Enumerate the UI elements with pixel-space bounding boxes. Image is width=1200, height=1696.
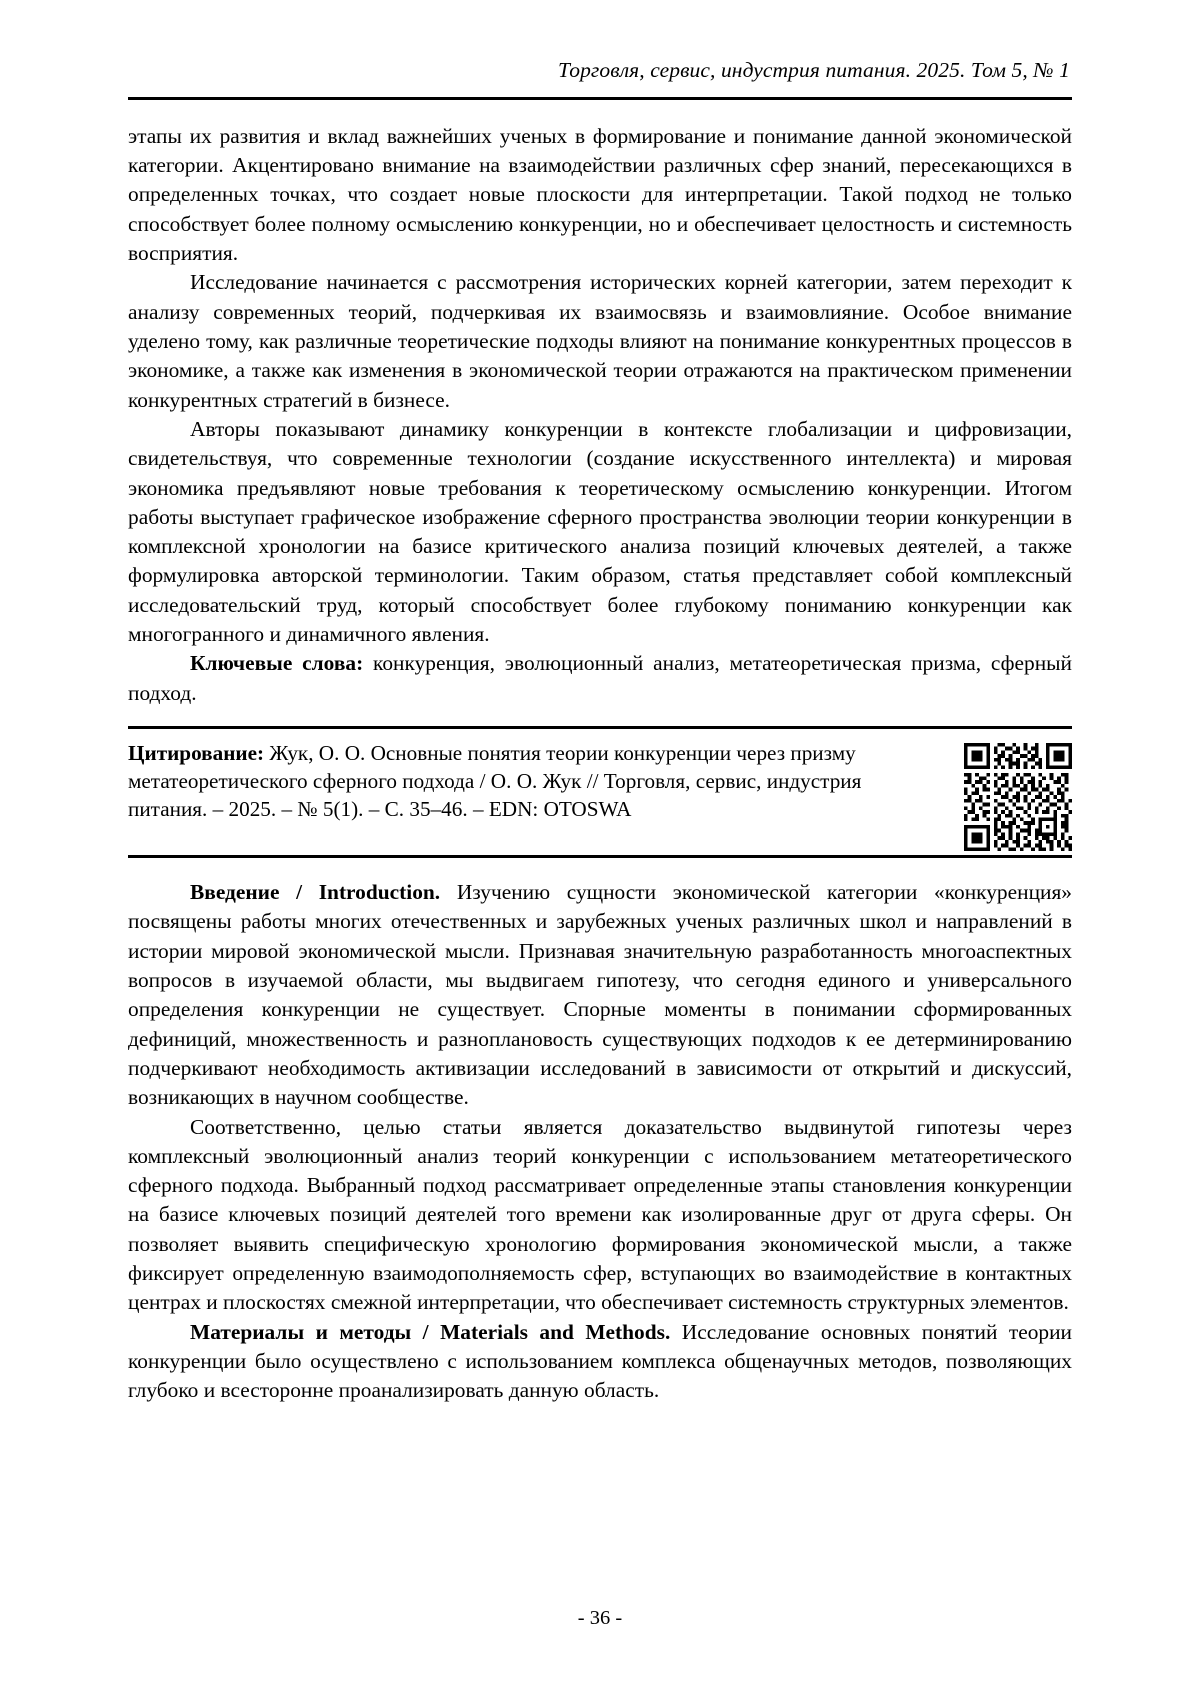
abstract-paragraph-1: этапы их развития и вклад важнейших ученых в формирование и понимание данной экономической категории. Акцентировано внимание на взаимодействии различных сфер знаний, пересекающихся в определенных точках, что создает новые плоскости для интерпретации. Такой подход не только способствует более полному осмыслению конкуренции, но и обеспечивает целостность и системность восприятия.	[128, 123, 1072, 266]
header-rule	[128, 97, 1072, 100]
keywords-paragraph	[128, 649, 1072, 708]
section-introduction-paragraph-2: Соответственно, целью статьи является доказательство выдвинутой гипотезы через комплексный эволюционный анализ теорий конкуренции с использованием метатеоретического сферного подхода. Выбранный подход рассматривает определенные этапы становления конкуренции на базисе ключевых позиций деятелей того времени как изолированные друг от друга сферы. Он позволяет выявить специфическую хронологию формирования экономической мысли, а также фиксирует определенную взаимодополняемость сфер, вступающих во взаимодействие в контактных центрах и плоскостях смежной интерпретации, что обеспечивает системность структурных элементов.	[128, 1114, 1072, 1315]
section-introduction-text: Изучению сущности экономической категории «конкуренция» посвящены работы многих отечественных и зарубежных ученых различных школ и направлений в истории мировой экономической мысли. Признавая значительную разработанность многоаспектных вопросов в изучаемой области, мы выдвигаем гипотезу, что сегодня единого и универсального определения конкуренции не существует. Спорные моменты в понимании сформированных дефиниций, множественность и разноплановость существующих подходов к ее детерминированию подчеркивают необходимость активизации исследований в зависимости от открытий и дискуссий, возникающих в научном сообществе.	[128, 880, 1072, 1110]
citation-block	[128, 726, 1072, 858]
abstract-paragraph-3: Авторы показывают динамику конкуренции в контексте глобализации и цифровизации, свидетельствуя, что современные технологии (создание искусственного интеллекта) и мировая экономика предъявляют новые требования к теоретическому осмыслению конкуренции. Итогом работы выступает графическое изображение сферного пространства эволюции теории конкуренции в комплексной хронологии на базисе критического анализа позиций ключевых деятелей, а также формулировка авторской терминологии. Таким образом, статья представляет собой комплексный исследовательский труд, который способствует более глубокому пониманию конкуренции как многогранного и динамичного явления.	[128, 416, 1072, 647]
article-body	[128, 878, 1072, 1406]
citation-body: Жук, О. О. Основные понятия теории конкуренции через призму метатеоретического сферного подхода / О. О. Жук // Торговля, сервис, индустрия питания. – 2025. – № 5(1). – С. 35–46. – EDN: OTOSWA	[128, 741, 862, 822]
section-heading-introduction: Введение / Introduction.	[190, 880, 441, 905]
section-introduction	[128, 878, 1072, 1113]
page-number: - 36 -	[577, 1607, 623, 1629]
keywords-text: конкуренция, эволюционный анализ, метатеоретическая призма, сферный подход.	[128, 651, 1072, 705]
citation-text	[128, 739, 868, 824]
running-head: Торговля, сервис, индустрия питания. 2025. Том 5, № 1	[557, 58, 1070, 82]
keywords-label: Ключевые слова:	[190, 651, 364, 676]
citation-label: Цитирование:	[128, 741, 265, 766]
section-heading-materials-methods: Материалы и методы / Materials and Methods.	[190, 1319, 671, 1344]
qr-code	[964, 743, 1072, 851]
abstract-paragraph-2: Исследование начинается с рассмотрения исторических корней категории, затем переходит к анализу современных теорий, подчеркивая их взаимосвязь и взаимовлияние. Особое внимание уделено тому, как различные теоретические подходы влияют на понимание конкурентных процессов в экономике, а также как изменения в экономической теории отражаются на практическом применении конкурентных стратегий в бизнесе.	[128, 270, 1072, 412]
section-materials-methods	[128, 1318, 1072, 1406]
section-materials-methods-text: Исследование основных понятий теории конкуренции было осуществлено с использованием комплекса общенаучных методов, позволяющих глубоко и всесторонне проанализировать данную область.	[128, 1319, 1072, 1403]
